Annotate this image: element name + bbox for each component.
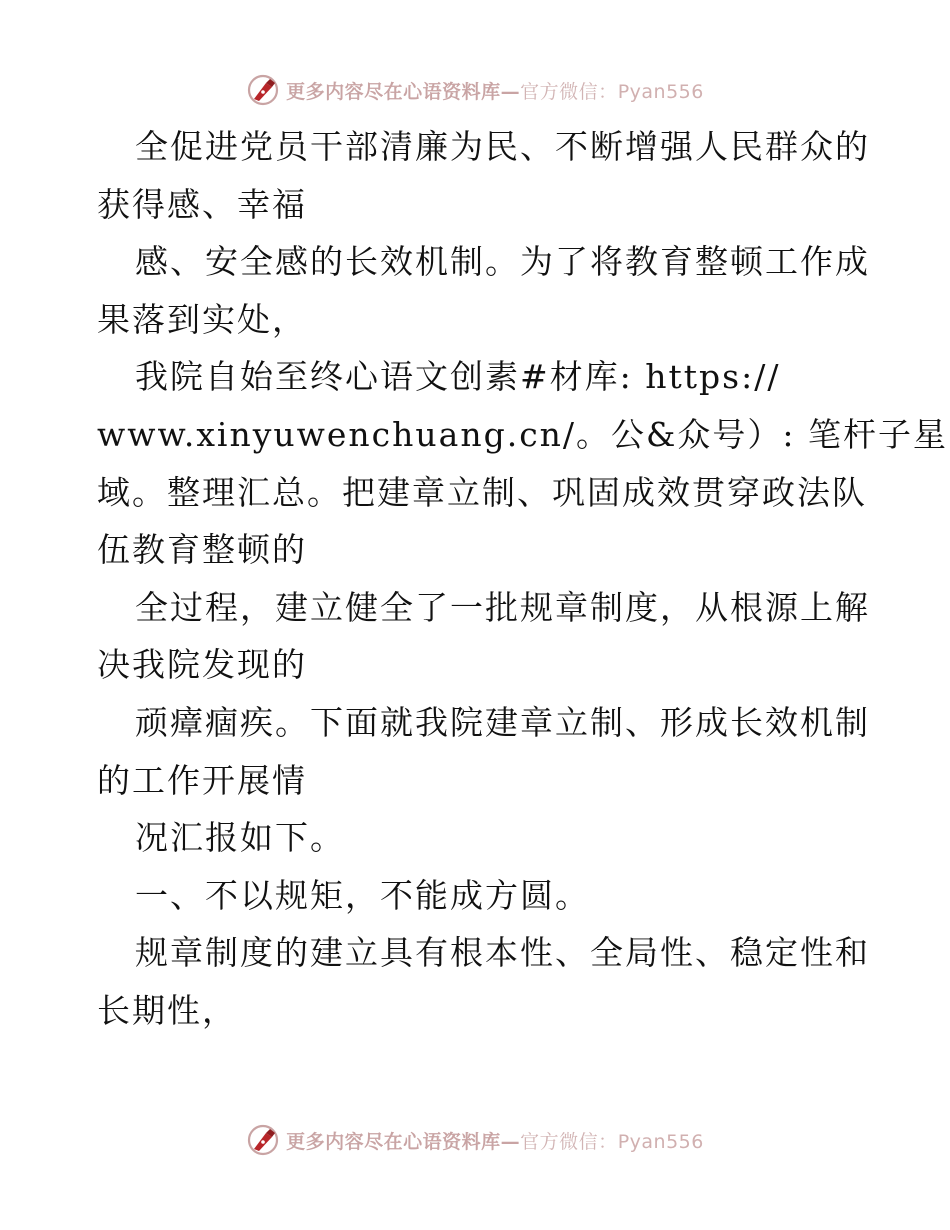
text-line: 的工作开展情: [97, 760, 307, 800]
text-line: 决我院发现的: [97, 645, 307, 685]
watermark-wechat-id: Pyan556: [617, 1130, 704, 1153]
document-body: [97, 118, 949, 1040]
text-line: 顽瘴痼疾。下面就我院建章立制、形成长效机制: [135, 702, 870, 742]
watermark-separator: —: [500, 80, 521, 103]
text-line: 域。整理汇总。把建章立制、巩固成效贯穿政法队: [97, 472, 867, 512]
text-line: 长期性，: [97, 990, 237, 1030]
text-line: 全促进党员干部清廉为民、不断增强人民群众的: [135, 127, 870, 166]
footer-watermark-banner: [0, 1118, 950, 1162]
watermark-wechat-label: 官方微信：: [520, 80, 618, 103]
watermark-text: [286, 1127, 704, 1154]
text-line: www.xinyuwenchuang.cn/。公&众号）: 笔杆子星: [97, 414, 949, 454]
watermark-text: [286, 77, 704, 104]
watermark-brand: 更多内容尽在心语资料库: [286, 80, 501, 103]
text-line: 伍教育整顿的: [97, 530, 307, 570]
watermark-brand: 更多内容尽在心语资料库: [286, 1130, 501, 1153]
text-line: 果落到实处，: [97, 299, 307, 339]
pen-nib-logo-icon: [246, 1123, 280, 1157]
text-line: 况汇报如下。: [135, 818, 345, 858]
text-line: 感、安全感的长效机制。为了将教育整顿工作成: [135, 242, 870, 282]
watermark-wechat-label: 官方微信：: [520, 1130, 618, 1153]
text-line: 获得感、幸福: [97, 184, 307, 224]
section-heading: 一、不以规矩，不能成方圆。: [135, 875, 590, 915]
header-watermark-banner: [0, 68, 950, 112]
watermark-separator: —: [500, 1130, 521, 1153]
text-line: 全过程，建立健全了一批规章制度，从根源上解: [135, 587, 870, 627]
pen-nib-logo-icon: [246, 73, 280, 107]
text-line: 我院自始至终心语文创素#材库: https://: [135, 357, 781, 397]
text-line: 规章制度的建立具有根本性、全局性、稳定性和: [135, 933, 870, 973]
watermark-wechat-id: Pyan556: [617, 80, 704, 103]
